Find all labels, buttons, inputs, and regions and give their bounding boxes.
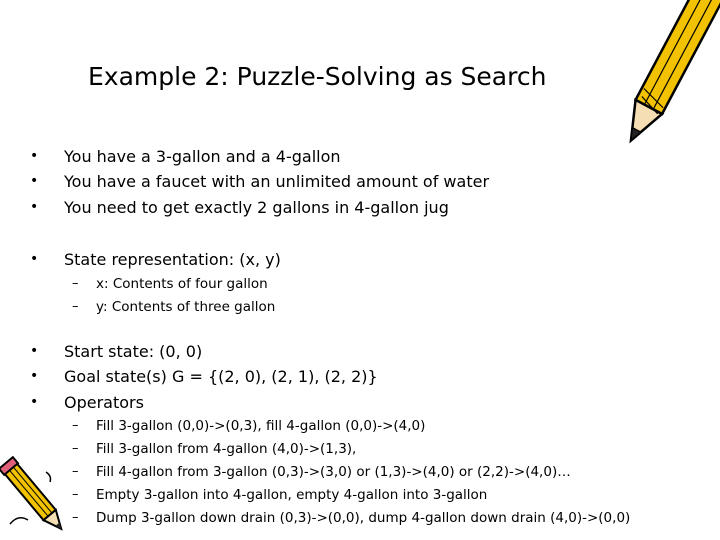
slide-title: Example 2: Puzzle-Solving as Search bbox=[88, 62, 547, 91]
sub-bullet-y: y: Contents of three gallon bbox=[96, 299, 276, 315]
bullet-start-state: Start state: (0, 0) bbox=[64, 342, 203, 361]
bullet-marker: • bbox=[30, 251, 39, 267]
bullet-goal-states: Goal state(s) G = {(2, 0), (2, 1), (2, 2)} bbox=[64, 367, 378, 386]
sub-bullet-x: x: Contents of four gallon bbox=[96, 276, 268, 292]
sub-bullet-marker: – bbox=[72, 418, 79, 433]
bullet-state-representation: State representation: (x, y) bbox=[64, 250, 281, 269]
sub-bullet-marker: – bbox=[72, 510, 79, 525]
bullet-marker: • bbox=[30, 173, 39, 189]
bullet-marker: • bbox=[30, 199, 39, 215]
sub-bullet-marker: – bbox=[72, 299, 79, 314]
operator-item: Empty 3-gallon into 4-gallon, empty 4-gallon into 3-gallon bbox=[96, 487, 488, 503]
operator-item: Fill 3-gallon (0,0)->(0,3), fill 4-gallon (0,0)->(4,0) bbox=[96, 418, 426, 434]
operator-item: Fill 3-gallon from 4-gallon (4,0)->(1,3), bbox=[96, 441, 357, 457]
sub-bullet-marker: – bbox=[72, 464, 79, 479]
sub-bullet-marker: – bbox=[72, 276, 79, 291]
bullet-marker: • bbox=[30, 343, 39, 359]
operator-item: Dump 3-gallon down drain (0,3)->(0,0), dump 4-gallon down drain (4,0)->(0,0) bbox=[96, 510, 631, 526]
bullet-marker: • bbox=[30, 394, 39, 410]
bullet-goal: You need to get exactly 2 gallons in 4-gallon jug bbox=[64, 198, 449, 217]
sub-bullet-marker: – bbox=[72, 487, 79, 502]
bullet-marker: • bbox=[30, 368, 39, 384]
pencil-icon bbox=[604, 0, 720, 160]
bullet-faucet: You have a faucet with an unlimited amount of water bbox=[64, 172, 490, 191]
bullet-operators: Operators bbox=[64, 393, 144, 412]
operator-item: Fill 4-gallon from 3-gallon (0,3)->(3,0) or (1,3)->(4,0) or (2,2)->(4,0)… bbox=[96, 464, 571, 480]
sub-bullet-marker: – bbox=[72, 441, 79, 456]
bullet-marker: • bbox=[30, 148, 39, 164]
pencil-icon bbox=[0, 452, 70, 540]
bullet-jugs: You have a 3-gallon and a 4-gallon bbox=[64, 147, 341, 166]
